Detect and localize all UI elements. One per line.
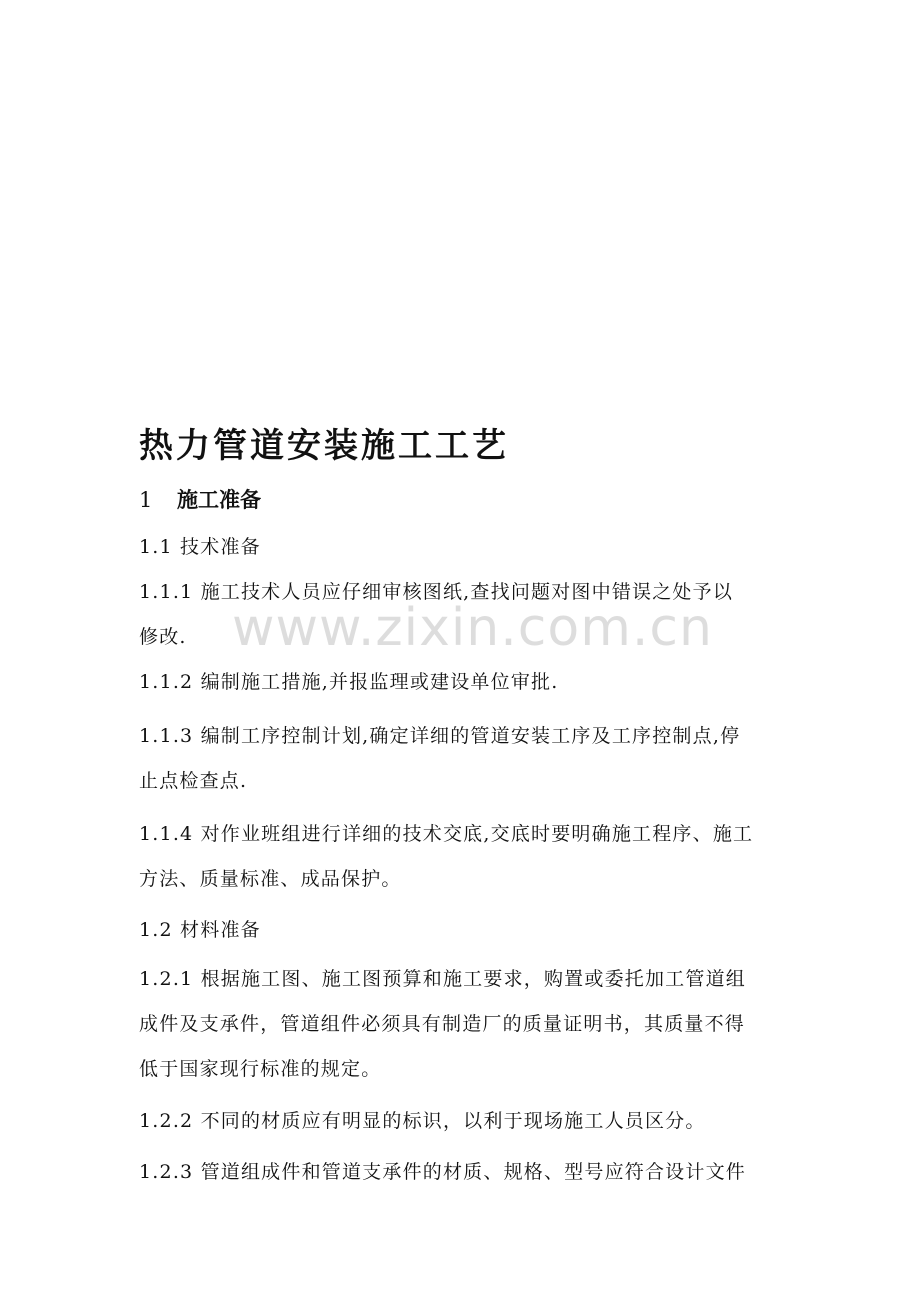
paragraph-1-1-1	[139, 570, 799, 660]
paragraph-line: 1.1.2 编制施工措施,并报监理或建设单位审批.	[139, 671, 559, 693]
paragraph-line: 1.1.1 施工技术人员应仔细审核图纸,查找问题对图中错误之处予以	[139, 581, 734, 603]
paragraph-line: 1.2.3 管道组成件和管道支承件的材质、规格、型号应符合设计文件	[139, 1161, 746, 1183]
section-title: 施工准备	[177, 487, 261, 512]
paragraph-line: 成件及支承件，管道组件必须具有制造厂的质量证明书，其质量不得	[139, 1013, 746, 1035]
paragraph-line: 修改.	[139, 626, 187, 648]
paragraph-line: 方法、质量标准、成品保护。	[139, 868, 402, 890]
paragraph-line: 1.2.1 根据施工图、施工图预算和施工要求，购置或委托加工管道组	[139, 968, 746, 990]
paragraph-1-1-3	[139, 714, 799, 804]
paragraph-1-2-3	[139, 1150, 799, 1195]
paragraph-1-2	[139, 908, 799, 953]
document-title: 热力管道安装施工工艺	[139, 426, 509, 466]
paragraph-line: 1.2 材料准备	[139, 919, 261, 941]
paragraph-line: 止点检查点.	[139, 770, 248, 792]
paragraph-1-2-1	[139, 957, 799, 1092]
paragraph-1-2-2	[139, 1099, 799, 1144]
paragraph-line: 1.1 技术准备	[139, 536, 261, 558]
paragraph-line: 低于国家现行标准的规定。	[139, 1058, 382, 1080]
paragraph-1-1-2	[139, 660, 799, 705]
section-heading	[139, 484, 261, 514]
paragraph-1-1-4	[139, 812, 799, 902]
paragraph-line: 1.2.2 不同的材质应有明显的标识，以利于现场施工人员区分。	[139, 1110, 706, 1132]
paragraph-line: 1.1.3 编制工序控制计划,确定详细的管道安装工序及工序控制点,停	[139, 725, 741, 747]
section-number: 1	[139, 488, 153, 512]
watermark: www.zixin.com.cn	[232, 598, 713, 658]
paragraph-line: 1.1.4 对作业班组进行详细的技术交底,交底时要明确施工程序、施工	[139, 823, 754, 845]
paragraph-1-1	[139, 525, 799, 570]
